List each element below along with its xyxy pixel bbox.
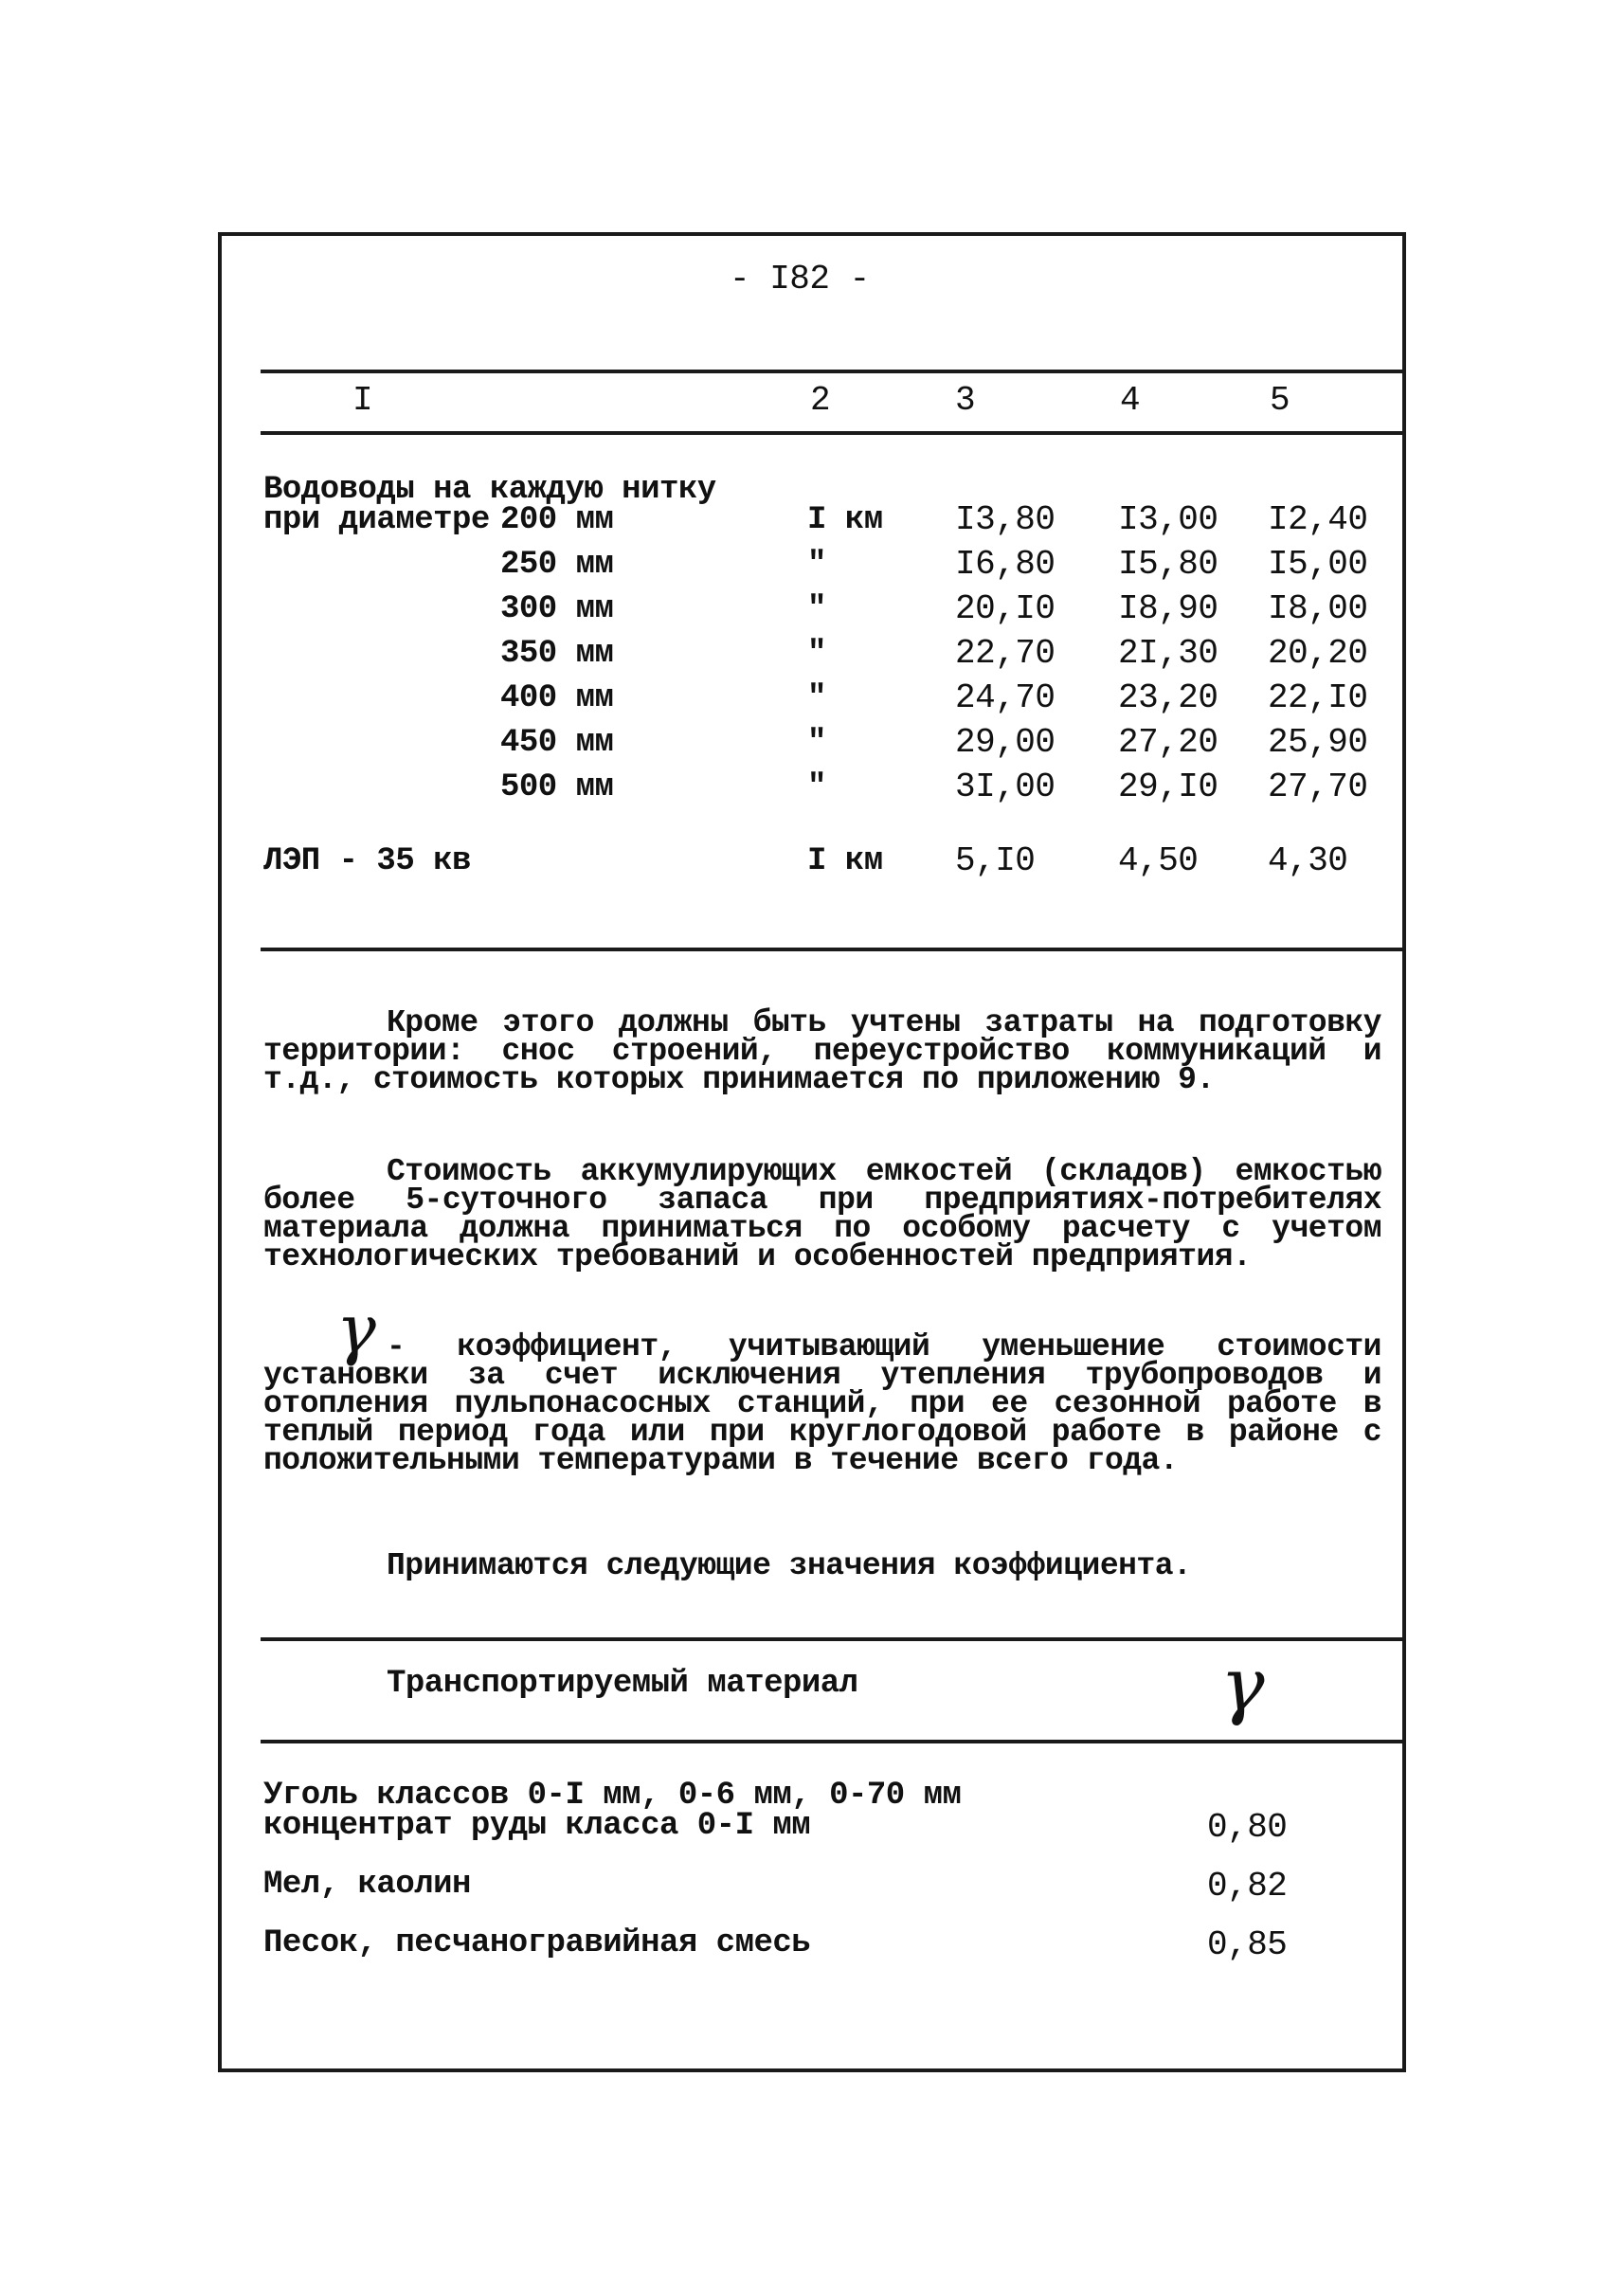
row-value-4: 4,50 — [1118, 841, 1199, 880]
material-line-1: Уголь классов 0-I мм, 0-6 мм, 0-70 мм — [263, 1778, 962, 1814]
coefficient-value: 0,80 — [1207, 1808, 1288, 1847]
column-header-2: 2 — [810, 381, 831, 420]
row-label: 350 мм — [500, 636, 614, 672]
row-label: 450 мм — [500, 725, 614, 761]
row-value-5: 25,90 — [1268, 723, 1368, 762]
row-unit: I км — [807, 502, 883, 538]
row-value-4: I5,80 — [1118, 545, 1218, 584]
table-header-rule — [261, 431, 1402, 435]
row-value-5: 27,70 — [1268, 768, 1368, 806]
row-label: 400 мм — [500, 680, 614, 716]
row-value-4: I8,90 — [1118, 589, 1218, 628]
paragraph-storage-cost: Стоимость аккумулирующих емкостей (складов) емкостью более 5-суточного запаса при предприятиях-потребителях материала должна приниматься по особому расчету с учетом технологических требований и особенностей предприятия. — [263, 1154, 1381, 1274]
column-header-3: 3 — [955, 381, 976, 420]
row-value-3: 3I,00 — [955, 768, 1056, 806]
column-header-5: 5 — [1270, 381, 1290, 420]
table-top-rule — [261, 370, 1402, 373]
coefficient-value: 0,82 — [1207, 1867, 1288, 1906]
row-label: 200 мм — [500, 502, 614, 538]
paragraph-values-intro: Принимаются следующие значения коэффициента. — [387, 1548, 1192, 1583]
table-bottom-rule — [261, 948, 1406, 951]
material-line-1: Мел, каолин — [263, 1867, 471, 1903]
row-value-3: 22,70 — [955, 634, 1056, 673]
row-label: ЛЭП - 35 кв — [263, 843, 471, 879]
row-value-3: I3,80 — [955, 500, 1056, 539]
row-value-4: 29,I0 — [1118, 768, 1218, 806]
table2-top-rule — [261, 1637, 1406, 1641]
coefficient-value: 0,85 — [1207, 1925, 1288, 1964]
group-title: Водоводы на каждую нитку — [263, 472, 716, 508]
row-value-5: I2,40 — [1268, 500, 1368, 539]
row-unit: " — [807, 725, 826, 761]
paragraph-coefficient-definition: - коэффициент, учитывающий уменьшение стоимости установки за счет исключения утепления трубопроводов и отопления пульпонасосных станций, при ее сезонной работе в теплый период года или при круглогодовой работе в районе с положительными температурами в течение всего года. — [263, 1329, 1381, 1478]
row-unit: " — [807, 769, 826, 805]
column-header-gamma: γ — [1220, 1643, 1265, 1728]
table2-header-rule — [261, 1740, 1406, 1743]
row-value-4: 27,20 — [1118, 723, 1218, 762]
row-value-4: I3,00 — [1118, 500, 1218, 539]
row-unit: " — [807, 680, 826, 716]
gamma-symbol: γ — [336, 1291, 376, 1368]
material-line-2: концентрат руды класса 0-I мм — [263, 1808, 811, 1844]
row-value-3: 29,00 — [955, 723, 1056, 762]
row-value-4: 23,20 — [1118, 678, 1218, 717]
row-unit: " — [807, 591, 826, 627]
row-value-3: 24,70 — [955, 678, 1056, 717]
page-number: - I82 - — [730, 260, 870, 298]
row-unit: " — [807, 636, 826, 672]
row-unit: " — [807, 547, 826, 583]
group-subtitle: при диаметре — [263, 502, 490, 538]
row-value-4: 2I,30 — [1118, 634, 1218, 673]
row-value-5: I8,00 — [1268, 589, 1368, 628]
row-label: 300 мм — [500, 591, 614, 627]
row-value-5: I5,00 — [1268, 545, 1368, 584]
column-header-4: 4 — [1120, 381, 1141, 420]
row-unit: I км — [807, 843, 883, 879]
column-header-material: Транспортируемый материал — [387, 1666, 858, 1702]
row-value-3: 20,I0 — [955, 589, 1056, 628]
row-value-5: 4,30 — [1268, 841, 1348, 880]
row-label: 250 мм — [500, 547, 614, 583]
row-value-5: 20,20 — [1268, 634, 1368, 673]
row-value-3: 5,I0 — [955, 841, 1036, 880]
column-header-1: I — [352, 381, 373, 420]
row-value-5: 22,I0 — [1268, 678, 1368, 717]
paragraph-site-preparation: Кроме этого должны быть учтены затраты на подготовку территории: снос строений, переустройство коммуникаций и т.д., стоимость которых принимается по приложению 9. — [263, 1005, 1381, 1097]
row-label: 500 мм — [500, 769, 614, 805]
material-line-1: Песок, песчаногравийная смесь — [263, 1925, 811, 1961]
row-value-3: I6,80 — [955, 545, 1056, 584]
